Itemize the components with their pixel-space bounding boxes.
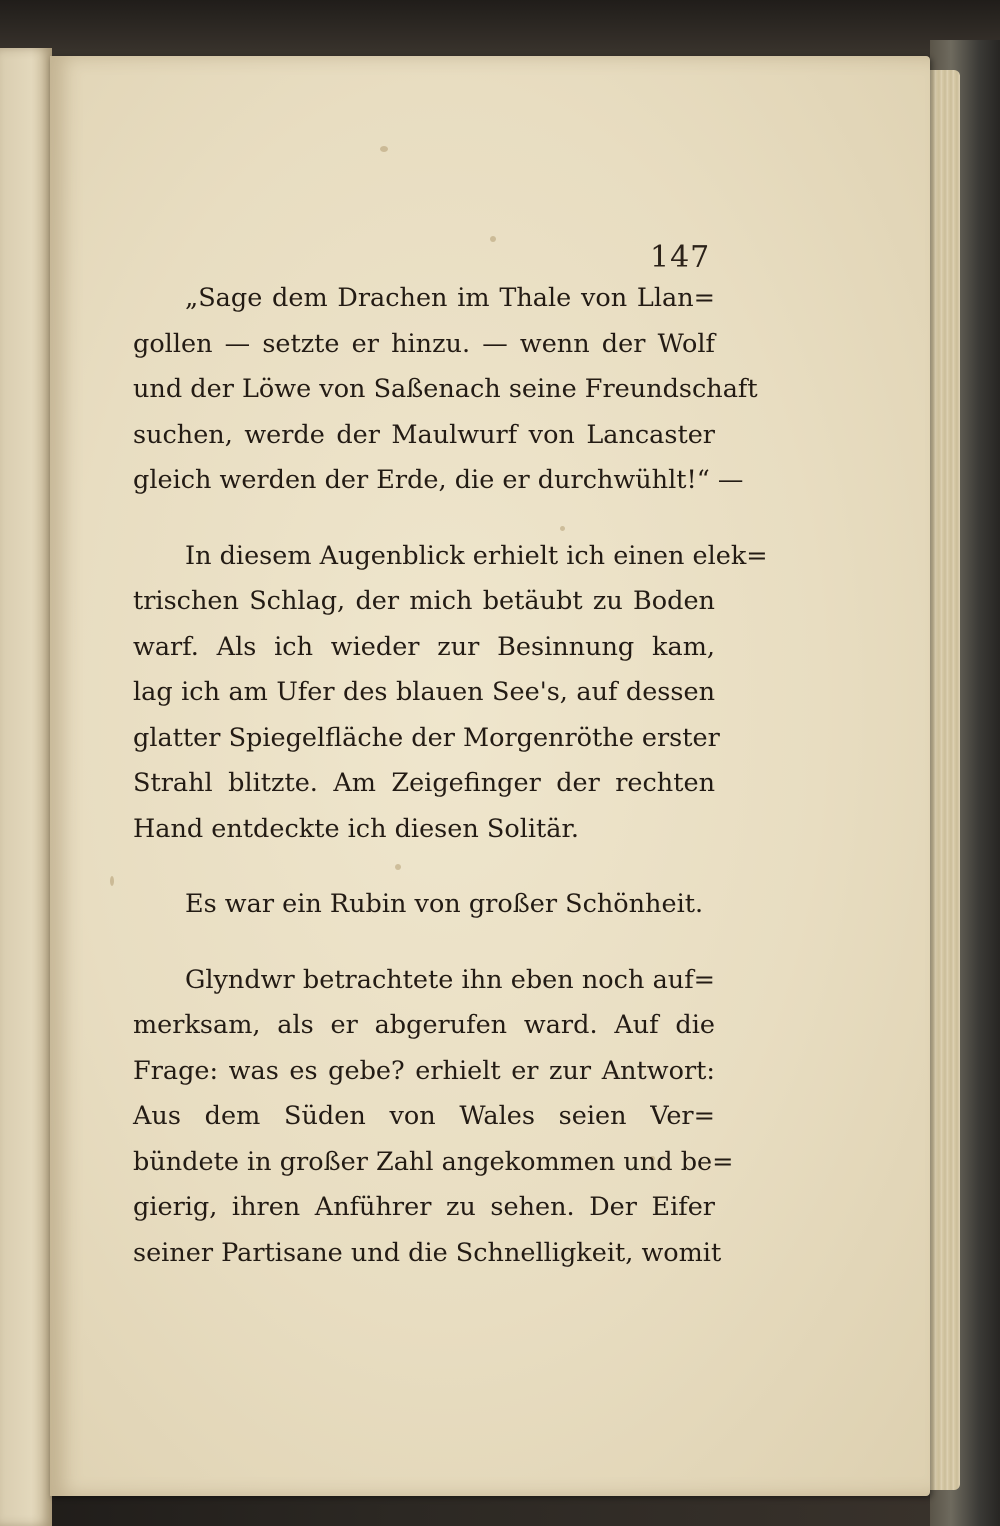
text-line: merksam, als er abgerufen ward. Auf die: [133, 1010, 715, 1040]
text-line: gollen — setzte er hinzu. — wenn der Wolf: [133, 328, 715, 359]
text-line: und der Löwe von Saßenach seine Freundschaft: [133, 374, 758, 404]
text-line: Es war ein Rubin von großer Schönheit.: [185, 889, 704, 919]
text-line: Glyndwr betrachtete ihn eben noch auf=: [185, 964, 715, 995]
text-line: lag ich am Ufer des blauen See's, auf dessen: [133, 677, 715, 707]
text-line: bündete in großer Zahl angekommen und be=: [133, 1146, 734, 1177]
paper-spot: [490, 236, 496, 242]
text-line: suchen, werde der Maulwurf von Lancaster: [133, 419, 715, 450]
paper-spot: [380, 146, 388, 152]
text-line: In diesem Augenblick erhielt ich einen elek=: [185, 540, 768, 571]
text-line: gleich werden der Erde, die er durchwühlt!“ —: [133, 465, 744, 495]
page-number: 147: [650, 240, 711, 275]
text-line: gierig, ihren Anführer zu sehen. Der Eifer: [133, 1192, 715, 1222]
text-line: glatter Spiegelfläche der Morgenröthe erster: [133, 722, 720, 753]
text-line: Hand entdeckte ich diesen Solitär.: [133, 813, 579, 844]
paragraph: [133, 882, 715, 928]
body-text: [133, 276, 768, 1276]
paper-spot: [110, 876, 114, 886]
paragraph: [133, 958, 734, 1277]
paragraph: [133, 276, 758, 504]
paragraph: [133, 534, 768, 853]
text-line: trischen Schlag, der mich betäubt zu Boden: [133, 586, 715, 616]
book-cover-top: [0, 0, 1000, 56]
text-line: warf. Als ich wieder zur Besinnung kam,: [133, 631, 715, 662]
text-line: Frage: was es gebe? erhielt er zur Antwort:: [133, 1055, 715, 1086]
left-page-edge: [0, 48, 52, 1526]
text-line: Aus dem Süden von Wales seien Ver=: [133, 1101, 715, 1131]
text-line: „Sage dem Drachen im Thale von Llan=: [185, 283, 715, 313]
text-line: seiner Partisane und die Schnelligkeit, womit: [133, 1237, 722, 1268]
text-line: Strahl blitzte. Am Zeigefinger der rechten: [133, 768, 715, 798]
